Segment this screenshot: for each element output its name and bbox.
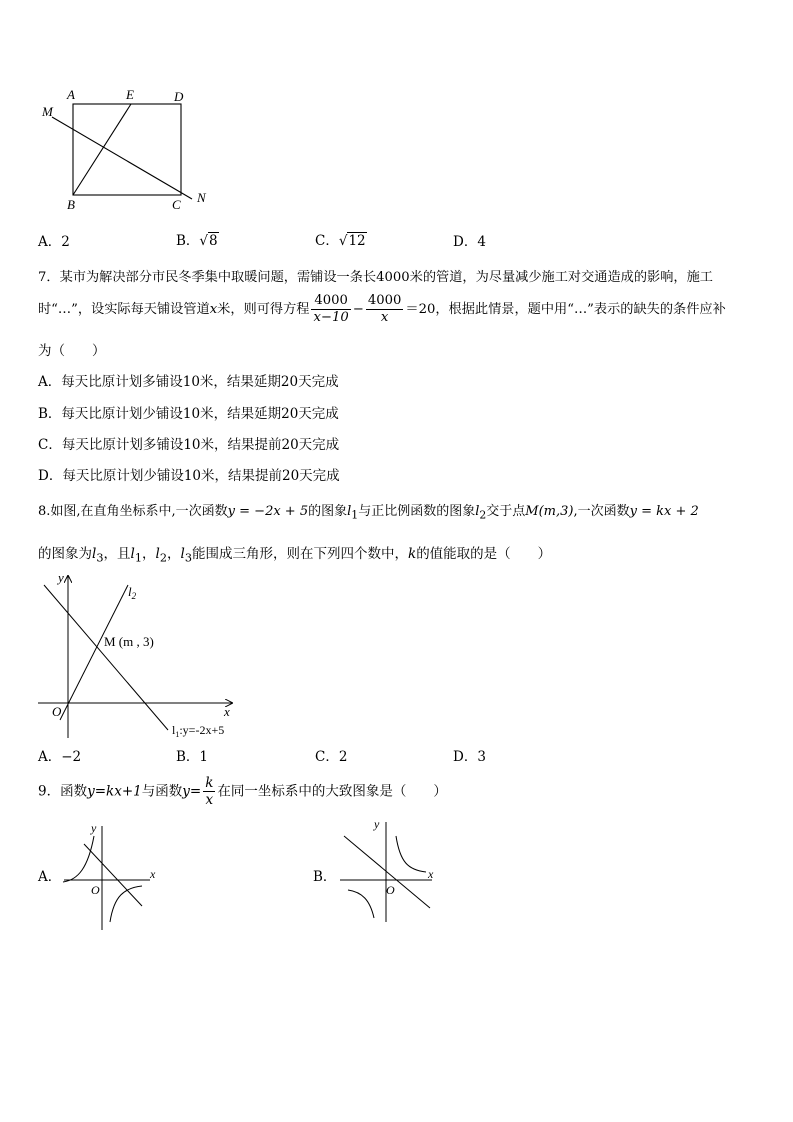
q8-text-8: ， [142,546,156,562]
q6-option-c-radicand: 12 [348,233,366,249]
q7-frac2-den: x [380,309,389,325]
hyperbola-branch-lower-left [348,890,374,918]
q9-eq-2-prefix: y= [182,783,202,800]
q6-option-c-prefix: C． [315,233,339,249]
q9-option-b-label: B． [313,869,337,885]
q9-graph-a [58,818,168,933]
label-m: M [42,104,53,119]
graph-b-x-label: x [428,867,434,881]
q8-text-9: ， [167,546,181,562]
q8-l3-sub: 3 [96,551,104,565]
q9-text-2: 与函数 [141,783,183,800]
q8-l2b: l [155,546,160,562]
label-e: E [126,87,134,102]
graph-a-y-label: y [91,821,97,835]
q9-fraction [203,776,215,808]
graph-m-label: M (m , 3) [104,634,154,649]
q8-option-b: B．1 [176,749,209,765]
graph-b-y-label: y [374,817,380,831]
q8-k: k [408,546,417,562]
q8-l1: l [347,504,352,519]
q7-line-3: 为（ ） [38,343,106,359]
q6-option-b [176,233,219,249]
q8-option-d: D．3 [453,749,486,765]
q8-l1-sub: 1 [351,508,359,522]
q7-frac1-num: 4000 [311,294,350,310]
q6-option-d: D．4 [453,234,486,250]
q8-text-5: ,一次函数 [573,504,630,519]
q8-l2-sub: 2 [479,508,487,522]
q8-l3b: l [180,546,185,562]
graph-a-origin-label: O [91,883,100,897]
q6-option-b-radicand: 8 [209,233,218,249]
q8-text-3: 与正比例函数的图象 [358,504,476,519]
q8-l3: l [92,546,97,562]
label-d: D [174,89,184,104]
graph-l1-eq: :y=-2x+5 [179,723,225,737]
hyperbola-branch-lower-right [110,886,142,922]
graph-l2-label [128,584,137,601]
q7-text-b: 米，则可得方程 [217,302,310,318]
q8-option-c: C．2 [315,749,348,765]
q7-var-x: x [209,302,218,318]
q9-text-3: 在同一坐标系中的大致图象是（ ） [217,783,447,800]
line-l2 [60,585,128,720]
q8-l1b: l [130,546,135,562]
q8-line-1 [38,504,699,522]
q8-eq-2: y = kx + 2 [629,504,699,519]
q7-option-c: C．每天比原计划多铺设10米，结果提前20天完成 [38,437,340,453]
q8-point: M(m,3) [525,504,574,519]
hyperbola-branch-upper-left [63,836,94,882]
q9-text-1: 9．函数 [38,783,88,800]
hyperbola-branch-upper-right [396,836,426,872]
graph-y-label: y [58,570,64,585]
label-a: A [67,87,75,102]
graph-l2-letter: l [128,584,132,599]
q7-option-b: B．每天比原计划少铺设10米，结果延期20天完成 [38,406,339,422]
q8-text-11: 的值能取的是（ ） [416,546,552,562]
q9-frac-den: x [205,791,214,808]
q8-text-7: ，且 [103,546,131,562]
q8-l1b-sub: 1 [134,551,142,565]
graph-l1-letter: l [172,723,176,737]
q7-text-c: ＝20，根据此情景，题中用“…”表示的缺失的条件应补 [405,302,726,318]
line-l1 [44,585,168,730]
q9-graph-b [334,814,444,924]
graph-b-origin-label: O [386,883,395,897]
label-c: C [172,197,181,212]
q7-frac1-den: x−10 [313,309,349,325]
q8-text-10: 能围成三角形，则在下列四个数中， [192,546,408,562]
q7-line-2 [38,294,726,325]
q7-frac2-num: 4000 [367,293,402,308]
graph-l1-sub: 1 [175,730,180,739]
q8-text-2: 的图象 [308,504,348,519]
graph-x-label: x [224,704,230,719]
q8-text-1: 8.如图,在直角坐标系中,一次函数 [38,504,228,519]
graph-a-x-label: x [150,867,156,881]
q7-option-d: D．每天比原计划少铺设10米，结果提前20天完成 [38,468,340,484]
q9-eq-1: y=kx+1 [87,783,142,800]
q8-eq-1: y = −2x + 5 [227,504,309,519]
q7-text-a: 时“…”，设实际每天铺设管道 [38,302,210,318]
q8-l2b-sub: 2 [159,551,167,565]
sqrt-symbol: √8 [199,233,218,249]
q8-coordinate-graph [30,570,250,742]
q7-fraction-2 [366,294,404,325]
q6-rectangle-figure [30,85,220,215]
graph-origin-label: O [52,704,62,719]
sqrt-symbol: √12 [338,233,366,249]
q7-minus: − [352,302,364,318]
q9-option-a-label: A． [38,869,62,885]
q7-line-1: 7．某市为解决部分市民冬季集中取暖问题，需铺设一条长4000米的管道，为尽量减少施工对交通造成的影响，施工 [38,270,713,285]
segment-be [73,104,131,195]
label-b: B [67,197,75,212]
q8-l2: l [475,504,480,519]
graph-l1-label [172,723,224,739]
q7-option-a: A．每天比原计划多铺设10米，结果延期20天完成 [38,374,339,390]
q8-option-a: A．−2 [38,749,82,765]
linear-function-line [344,836,430,908]
q6-option-a: A．2 [38,234,70,250]
q6-option-c [315,233,367,249]
graph-l2-sub: 2 [131,591,137,601]
q6-option-b-prefix: B． [176,233,200,249]
rectangle-abcd [73,104,181,195]
q8-text-6: 的图象为 [38,546,92,562]
q8-line-2 [38,546,551,565]
q7-fraction-1 [311,294,350,325]
q8-text-4: 交于点 [486,504,526,519]
q8-l3b-sub: 3 [184,551,192,565]
label-n: N [197,190,206,205]
q9-line-1 [38,776,447,808]
q9-frac-num: k [205,775,214,791]
